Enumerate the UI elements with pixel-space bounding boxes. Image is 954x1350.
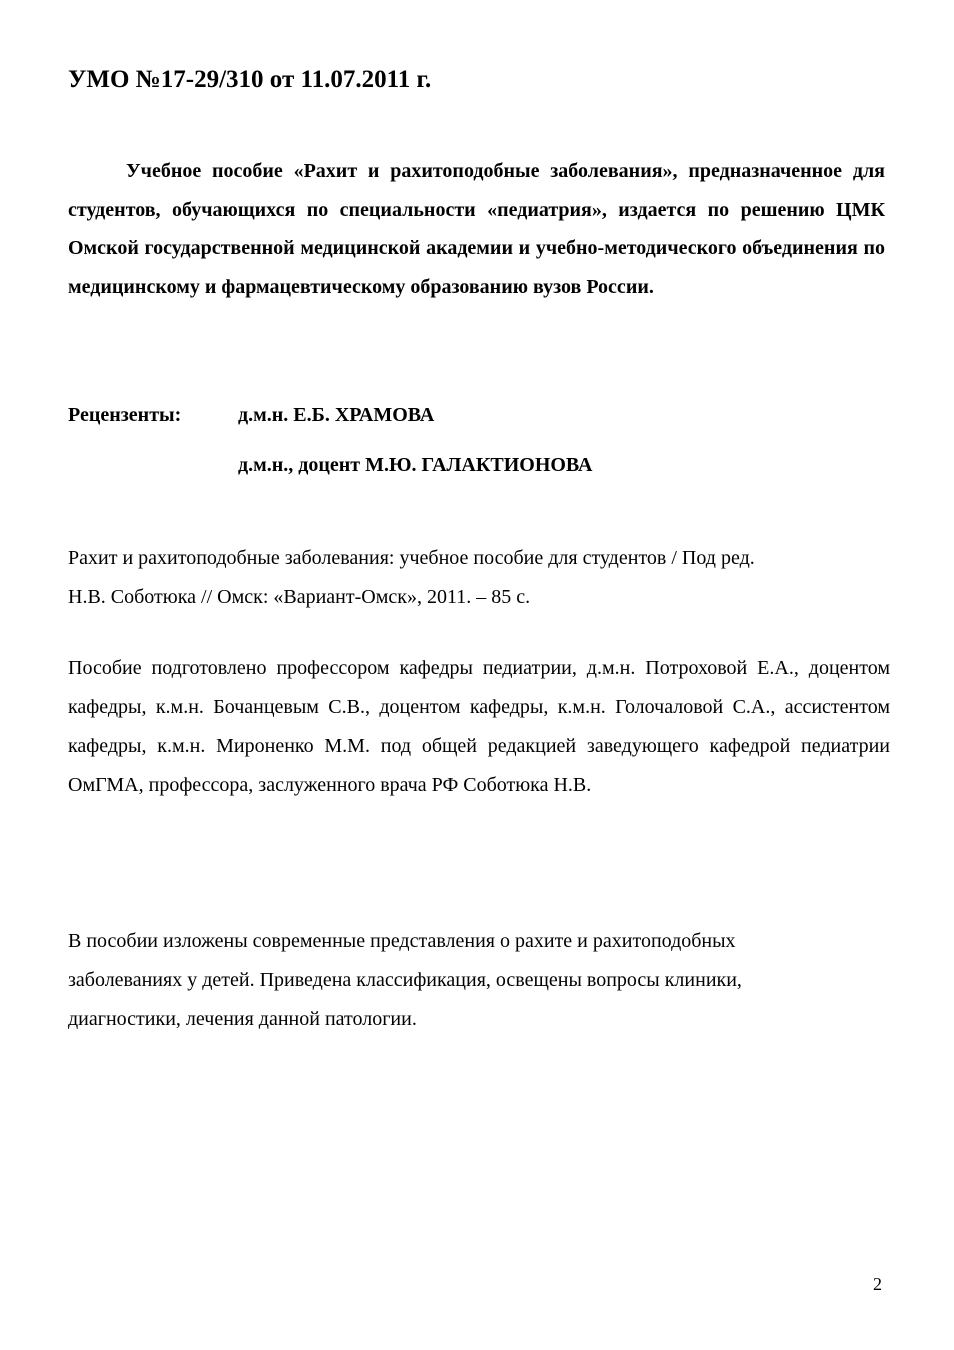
reviewer-2: д.м.н., доцент М.Ю. ГАЛАКТИОНОВА bbox=[238, 454, 593, 476]
umo-approval-number: УМО №17-29/310 от 11.07.2011 г. bbox=[68, 66, 432, 93]
prepared-by-paragraph: Пособие подготовлено профессором кафедры педиатрии, д.м.н. Потроховой Е.А., доцентом кафедры, к.м.н. Бочанцевым С.В., доцентом кафедры, к.м.н. Голочаловой С.А., ассистентом кафедры, к.м.н. Мироненко М.М. под общей редакцией заведующего кафедрой педиатрии ОмГМА, профессора, заслуженного врача РФ Соботюка Н.В. bbox=[68, 657, 890, 796]
bibliographic-reference-line-1: Рахит и рахитоподобные заболевания: учебное пособие для студентов / Под ред. bbox=[68, 547, 755, 569]
page-number: 2 bbox=[873, 1274, 882, 1294]
summary-line-2: заболеваниях у детей. Приведена классификация, освещены вопросы клиники, bbox=[68, 969, 742, 991]
bibliographic-reference-line-2: Н.В. Соботюка // Омск: «Вариант-Омск», 2011. – 85 с. bbox=[68, 585, 531, 608]
summary-paragraph bbox=[68, 922, 888, 1039]
summary-line-3: диагностики, лечения данной патологии. bbox=[68, 1008, 417, 1030]
bibliographic-reference bbox=[68, 539, 898, 616]
summary-line-1: В пособии изложены современные представления о рахите и рахитоподобных bbox=[68, 930, 736, 952]
reviewers-label: Рецензенты: bbox=[68, 404, 182, 426]
reviewer-1: д.м.н. Е.Б. ХРАМОВА bbox=[238, 404, 435, 426]
approval-paragraph: Учебное пособие «Рахит и рахитоподобные заболевания», предназначенное для студентов, обучающихся по специальности «педиатрия», издается по решению ЦМК Омской государственной медицинской академии и учебно-методического объединения по медицинскому и фармацевтическому образованию вузов России. bbox=[68, 160, 885, 298]
